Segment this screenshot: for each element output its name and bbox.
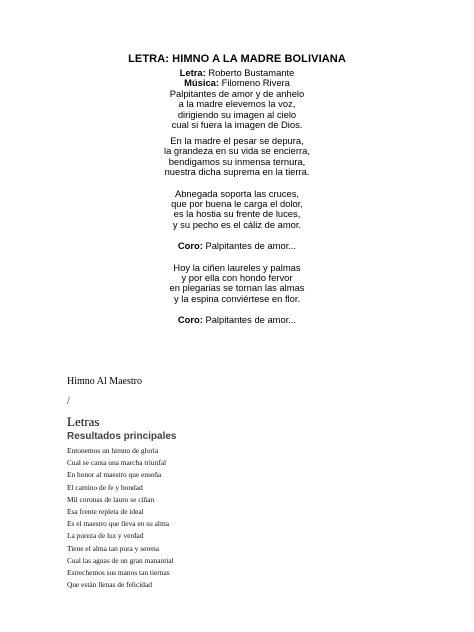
verse-line: y su pecho es el cáliz de amor. [172, 218, 302, 230]
lyric-line: Esa frente repleta de ideal [67, 507, 144, 517]
verse-line: la grandeza en su vida se encierra, [164, 145, 310, 157]
verse-line: a la madre elevemos la voz, [178, 98, 296, 110]
verse-line: que por buena le carga el dolor, [171, 198, 303, 210]
chorus-text: Palpitantes de amor... [202, 314, 297, 326]
verse-line: y por ella con hondo fervor [181, 272, 293, 284]
verse-line: dirigiendo su imagen al cielo [177, 108, 297, 120]
lyric-line: Entonemos un himno de gloria [67, 446, 159, 455]
chorus-2 [0, 315, 474, 325]
verse-line: cual si fuera la imagen de Dios. [171, 119, 303, 131]
lyric-line: Tiene el alma tan pura y serena [67, 543, 160, 553]
verse-line: En la madre el pesar se depura, [170, 135, 304, 146]
chorus-label: Coro: [177, 240, 203, 252]
section-heading: Himno Al Maestro [67, 376, 142, 387]
song-verses [0, 136, 474, 337]
stanza-1 [0, 89, 474, 131]
lyric-line: El camino de fe y bondad [67, 482, 143, 492]
lyric-line: Que están llenas de felicidad [67, 580, 152, 590]
song-title: LETRA: HIMNO A LA MADRE BOLIVIANA [128, 53, 346, 65]
chorus-1 [0, 241, 474, 251]
stanza-4 [0, 263, 474, 305]
lyricist-label: Letra: [179, 67, 206, 78]
verse-line: es la hostia su frente de luces, [173, 208, 301, 220]
composer-name: Filomeno Rivera [219, 77, 290, 89]
lyricist-name: Roberto Bustamante [205, 67, 295, 78]
lyric-line: En honor al maestro que enseña [67, 470, 162, 480]
lyric-line: Cual las aguas de un gran manantial [67, 555, 174, 565]
verse-line: nuestra dicha suprema en la tierra. [164, 166, 310, 178]
hymn-lyrics [67, 445, 176, 591]
separator-slash: / [67, 396, 70, 407]
results-heading: Resultados principales [67, 431, 177, 442]
verse-line: en plegarias se tornan las almas [169, 282, 305, 294]
verse-line: Hoy la ciñen laureles y palmas [173, 261, 301, 273]
lyric-line: Estrechemos sus manos tan tiernas [67, 568, 170, 578]
lyric-line: Mil coronas de lauro se ciñan [67, 494, 155, 504]
lyric-line: La pureza de luz y verdad [67, 531, 144, 541]
verse-line: bendigamos su inmensa ternura, [168, 155, 306, 167]
verse-line: Palpitantes de amor y de anhelo [169, 87, 305, 99]
composer-label: Música: [184, 77, 220, 89]
lyrics-heading: Letras [67, 414, 100, 429]
chorus-label: Coro: [177, 314, 203, 326]
lyric-line: Cual se canta una marcha triunfal [67, 458, 167, 468]
stanza-3 [0, 189, 474, 231]
chorus-text: Palpitantes de amor... [202, 240, 297, 252]
verse-line: Abnegada soporta las cruces, [174, 187, 300, 199]
second-section [67, 376, 176, 591]
verse-line: y la espina conviértese en flor. [173, 292, 301, 304]
song-credits [0, 68, 474, 130]
stanza-2 [0, 136, 474, 178]
lyric-line: Es el maestro que lleva en su alma [67, 519, 169, 529]
